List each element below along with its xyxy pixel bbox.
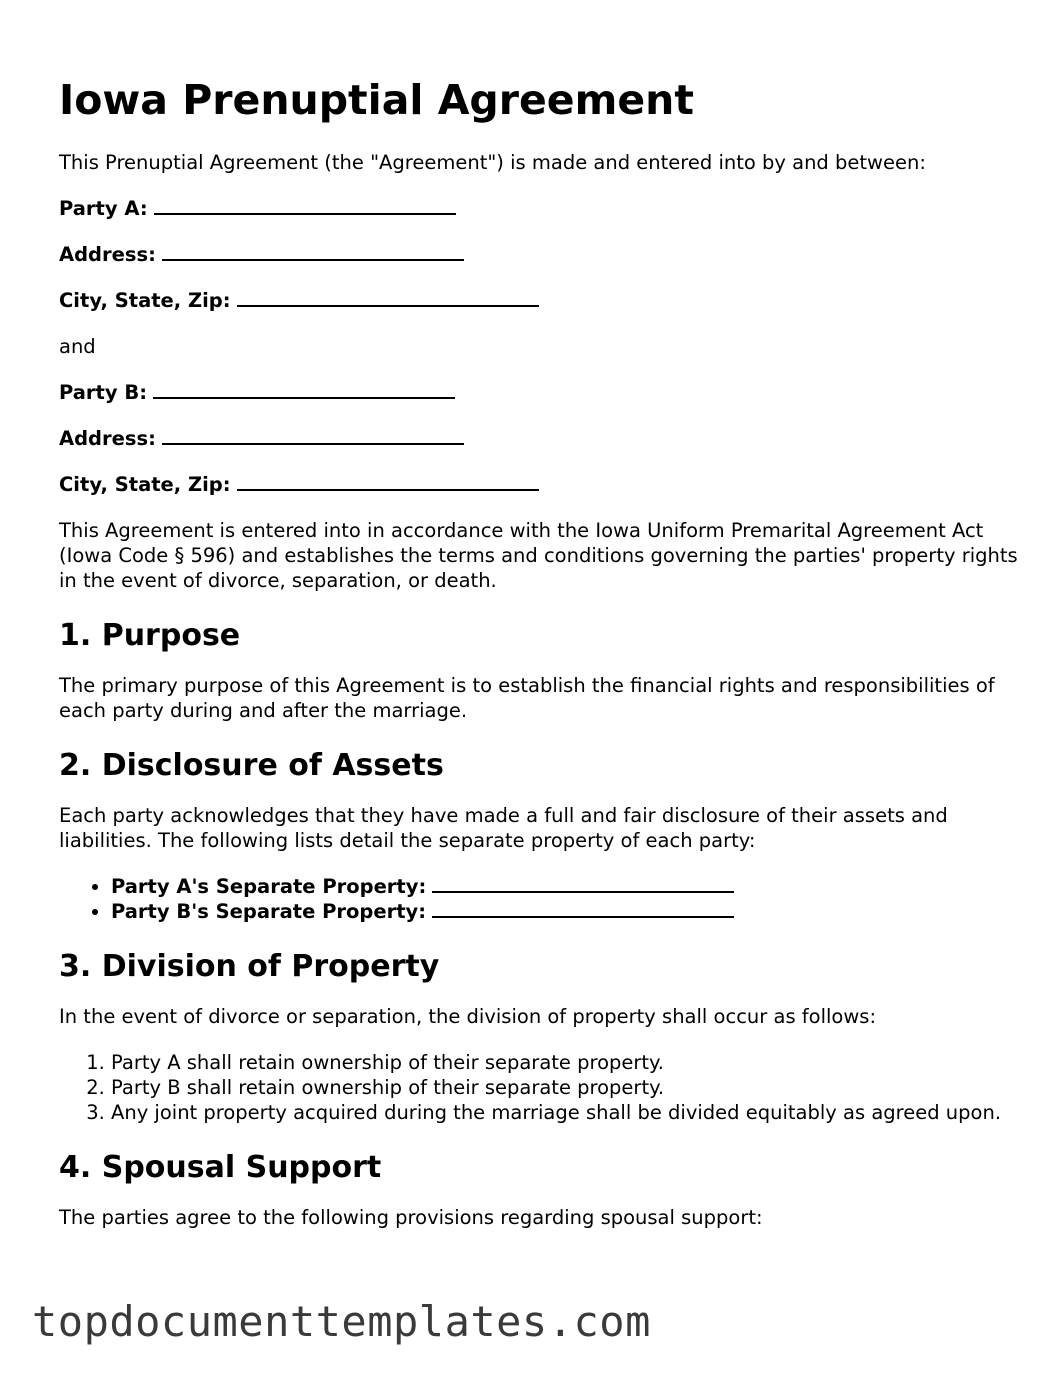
party-b-address-field bbox=[59, 426, 1019, 451]
document-page bbox=[59, 74, 1019, 1251]
party-a-address-label: Address: bbox=[59, 243, 156, 266]
party-b-address-blank[interactable] bbox=[162, 426, 464, 445]
party-b-city-field bbox=[59, 472, 1019, 497]
party-a-name-label: Party A: bbox=[59, 197, 148, 220]
page-title: Iowa Prenuptial Agreement bbox=[59, 76, 694, 124]
party-a-address-blank[interactable] bbox=[162, 242, 464, 261]
party-b-city-label: City, State, Zip: bbox=[59, 473, 231, 496]
party-a-address-field bbox=[59, 242, 1019, 267]
party-a-city-label: City, State, Zip: bbox=[59, 289, 231, 312]
disclosure-body: Each party acknowledges that they have made a full and fair disclosure of their assets and liabilities. The following lists detail the separate property of each party: bbox=[59, 804, 948, 852]
and-text: and bbox=[59, 335, 96, 358]
party-b-property-blank[interactable] bbox=[432, 899, 734, 918]
division-list bbox=[59, 1050, 1019, 1125]
separate-property-list bbox=[59, 874, 1019, 924]
list-item: 1. Party A shall retain ownership of their separate property. bbox=[111, 1050, 1019, 1075]
support-heading: 4. Spousal Support bbox=[59, 1150, 382, 1185]
purpose-heading: 1. Purpose bbox=[59, 618, 241, 653]
party-a-city-field bbox=[59, 288, 1019, 313]
party-b-name-blank[interactable] bbox=[153, 380, 455, 399]
party-b-property-label: Party B's Separate Property: bbox=[111, 900, 427, 923]
party-b-address-label: Address: bbox=[59, 427, 156, 450]
party-a-city-blank[interactable] bbox=[237, 288, 539, 307]
purpose-body: The primary purpose of this Agreement is to establish the financial rights and responsibilities of each party during and after the marriage. bbox=[59, 674, 995, 722]
disclosure-heading: 2. Disclosure of Assets bbox=[59, 748, 444, 783]
watermark: topdocumenttemplates.com bbox=[32, 1297, 651, 1346]
party-b-name-label: Party B: bbox=[59, 381, 148, 404]
support-body: The parties agree to the following provisions regarding spousal support: bbox=[59, 1206, 763, 1229]
party-a-property-blank[interactable] bbox=[432, 874, 734, 893]
list-item bbox=[111, 899, 1019, 924]
list-item: 3. Any joint property acquired during the marriage shall be divided equitably as agreed upon. bbox=[111, 1100, 1019, 1125]
division-heading: 3. Division of Property bbox=[59, 949, 440, 984]
list-item: 2. Party B shall retain ownership of their separate property. bbox=[111, 1075, 1019, 1100]
party-a-name-field bbox=[59, 196, 1019, 221]
party-b-city-blank[interactable] bbox=[237, 472, 539, 491]
act-paragraph: This Agreement is entered into in accordance with the Iowa Uniform Premarital Agreement Act (Iowa Code § 596) and establishes the terms and conditions governing the parties' property rights in the event of divorce, separation, or death. bbox=[59, 519, 1018, 592]
division-body: In the event of divorce or separation, the division of property shall occur as follows: bbox=[59, 1005, 877, 1028]
party-a-name-blank[interactable] bbox=[154, 196, 456, 215]
party-a-property-label: Party A's Separate Property: bbox=[111, 875, 427, 898]
party-b-name-field bbox=[59, 380, 1019, 405]
intro-paragraph: This Prenuptial Agreement (the "Agreement") is made and entered into by and between: bbox=[59, 151, 926, 174]
list-item bbox=[111, 874, 1019, 899]
